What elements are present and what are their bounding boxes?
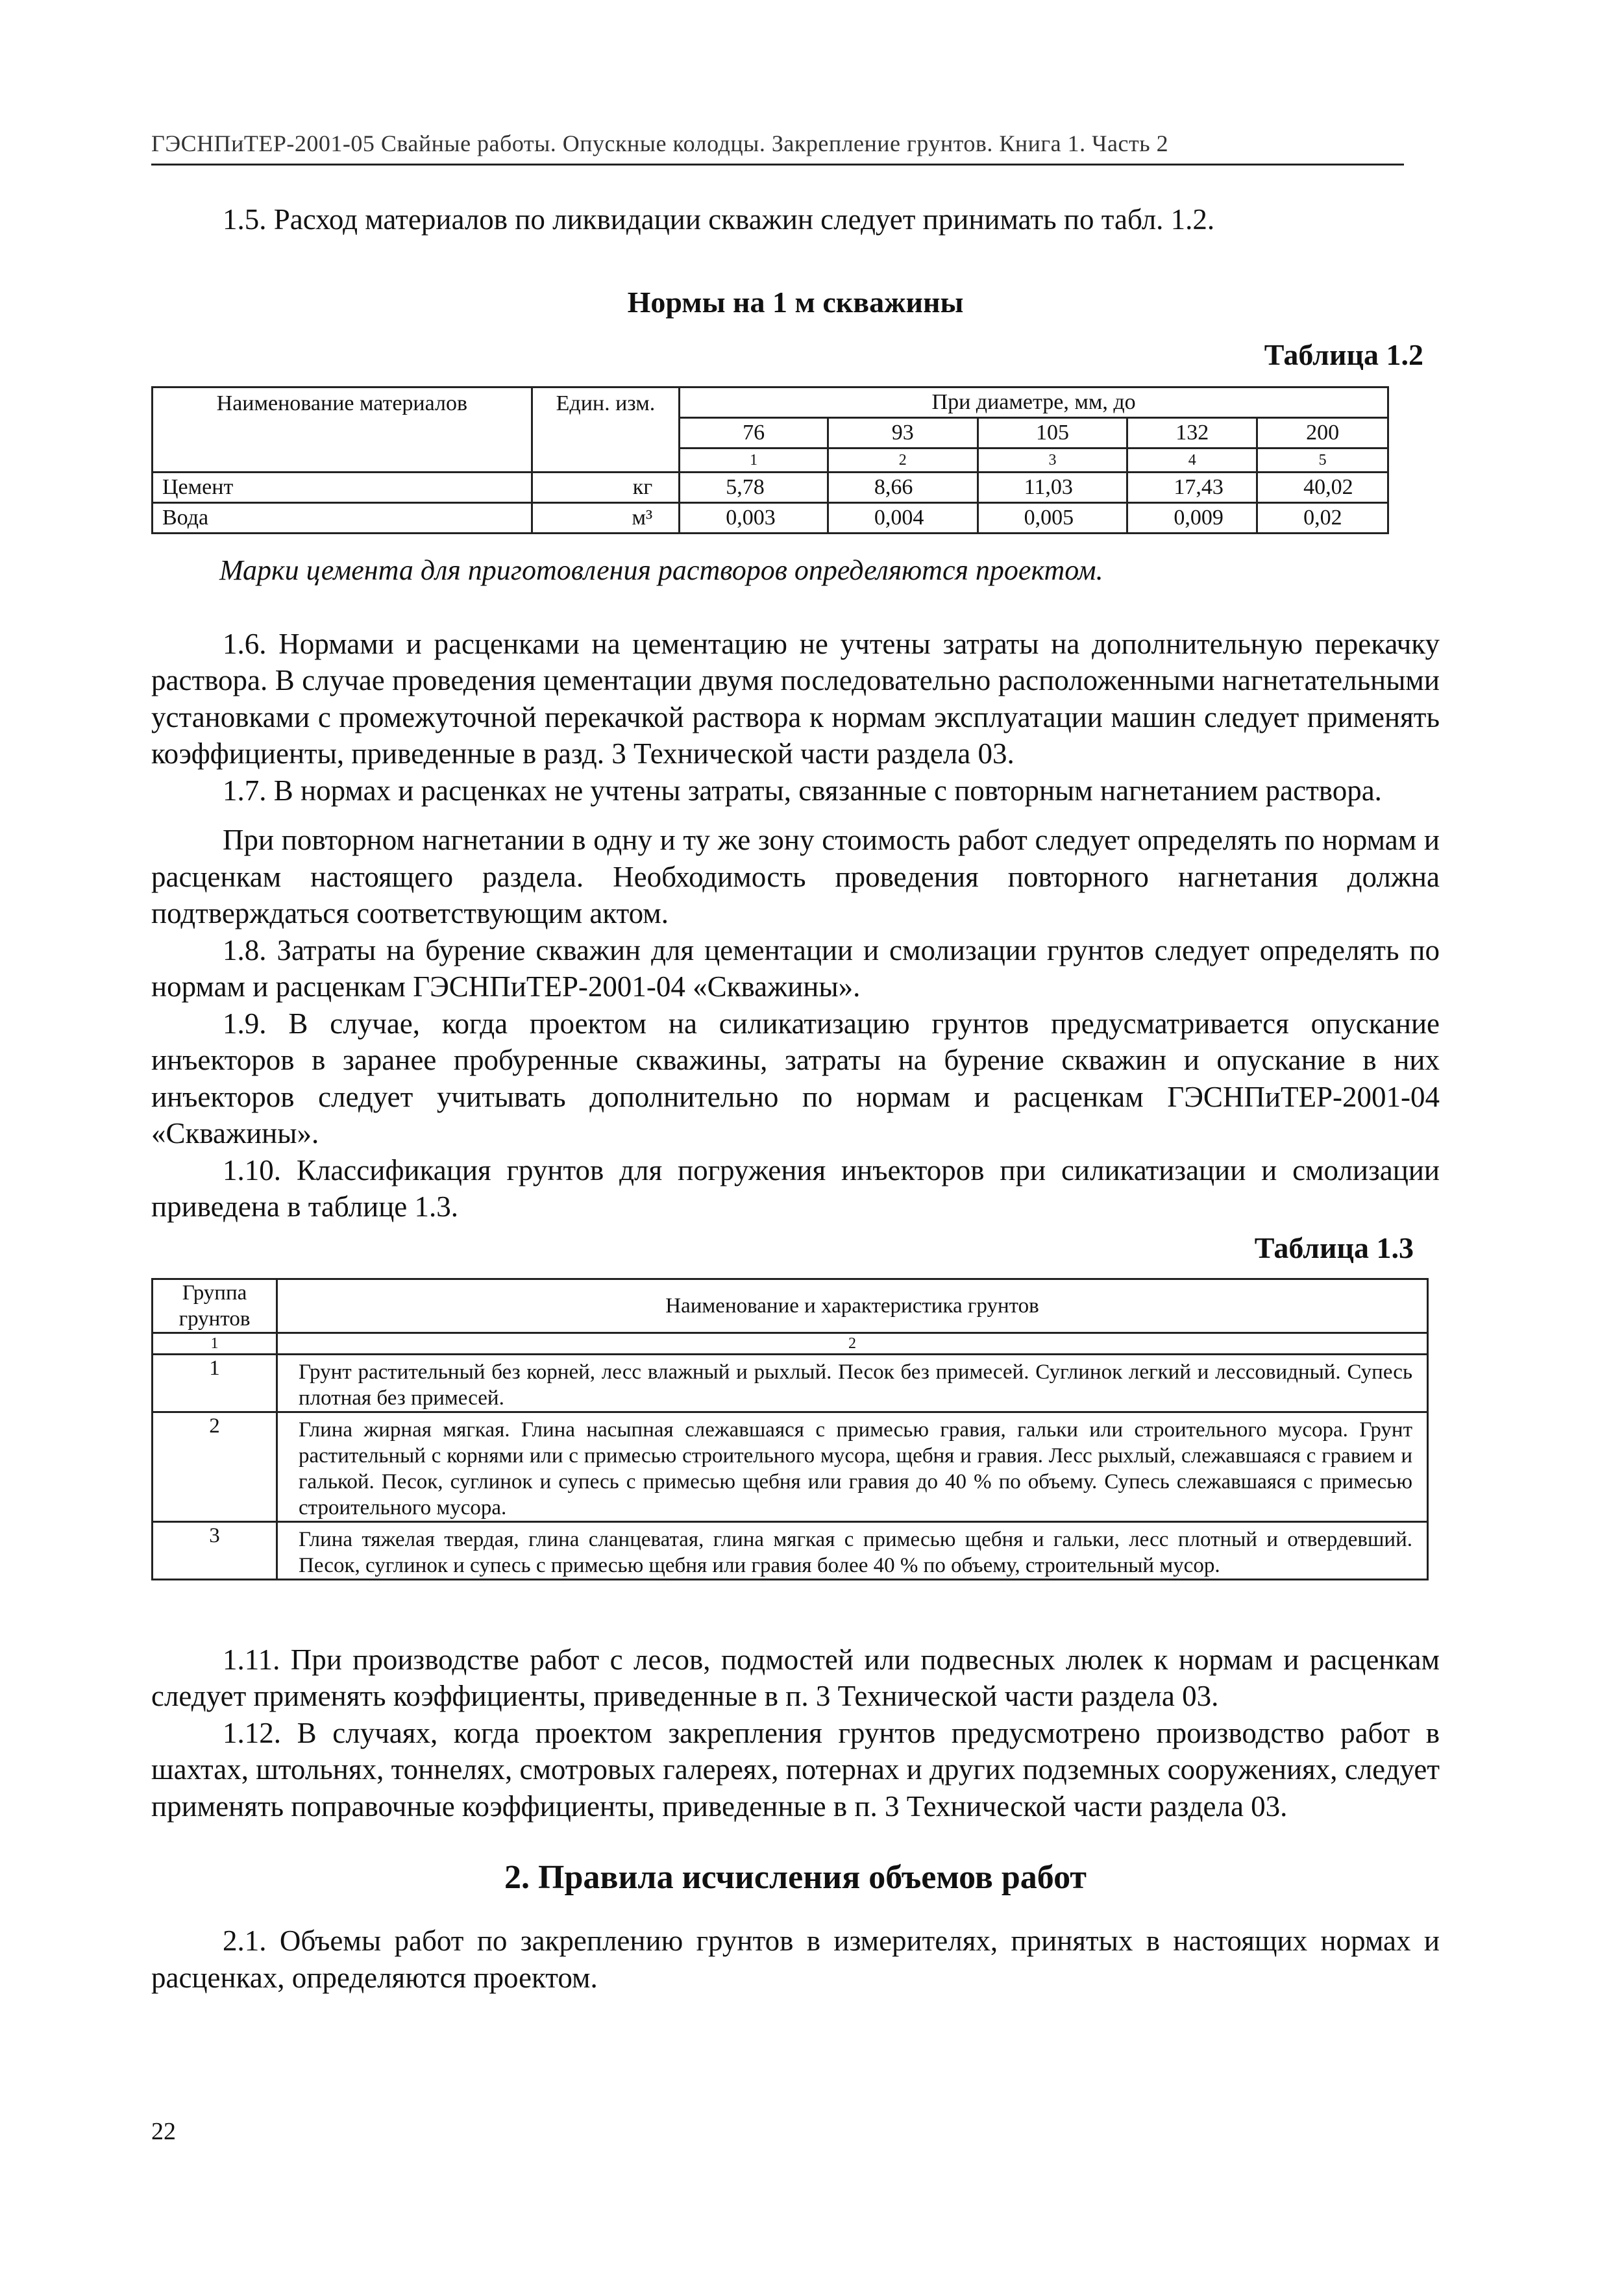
- material-name-cell: Цемент: [153, 472, 532, 502]
- section-2-title: 2. Правила исчисления объемов работ: [504, 1859, 1087, 1896]
- table-1-2-body: [153, 387, 1388, 533]
- column-number-cell: 2: [277, 1333, 1428, 1354]
- page-number: 22: [151, 2118, 176, 2145]
- paragraph-2-1: 2.1. Объемы работ по закреплению грунтов в измерителях, принятых в настоящих нормах и расценках, определяются проектом.: [151, 1924, 1440, 1994]
- value-cell: 17,43: [1127, 472, 1257, 502]
- table-1-2-label: Таблица 1.2: [1264, 338, 1423, 371]
- table-1-3: [151, 1278, 1429, 1580]
- soil-description-cell: Глина жирная мягкая. Глина насыпная слежавшаяся с примесью гравия, гальки или строительного мусора. Грунт растительный с корнями или с примесью строительного мусора, щебня и гравия. Лесс рыхлый, слежавшаяся с гравием и галькой. Песок, суглинок и супесь с примесью щебня или гравия до 40 % по объему. Супесь слежавшаяся с примесью строительного мусора.: [277, 1412, 1428, 1521]
- value-cell: 0,003: [680, 502, 828, 533]
- table-row: [153, 1412, 1428, 1521]
- page-content: [151, 201, 1440, 1996]
- unit-cell: кг: [532, 472, 680, 502]
- table-1-3-number-row: [153, 1333, 1428, 1354]
- soil-description-cell: Глина тяжелая твердая, глина сланцеватая, глина мягкая с примесью щебня и гальки, лесс плотный и отвердевший. Песок, суглинок и супесь с примесью щебня или гравия более 40 % по объему, строительный мусор.: [277, 1521, 1428, 1579]
- paragraph-1-10: 1.10. Классификация грунтов для погружения инъекторов при силикатизации и смолизации приведена в таблице 1.3.: [151, 1153, 1440, 1223]
- column-number-cell: 1: [680, 448, 828, 472]
- column-number-cell: 1: [153, 1333, 277, 1354]
- diameter-cell: 132: [1127, 417, 1257, 448]
- table-1-2: [151, 386, 1389, 534]
- paragraph-1-9: 1.9. В случае, когда проектом на силикатизацию грунтов предусматривается опускание инъекторов в заранее пробуренные скважины, затраты на бурение скважин и опускание в них инъекторов следует учитывать дополнительно по нормам и расценкам ГЭСНПиТЕР-2001-04 «Скважины».: [151, 1007, 1440, 1149]
- unit-cell: м³: [532, 502, 680, 533]
- table-1-2-header-row: [153, 387, 1388, 417]
- table-row: [153, 1354, 1428, 1412]
- paragraph-1-5: 1.5. Расход материалов по ликвидации скважин следует принимать по табл. 1.2.: [223, 203, 1215, 236]
- material-name-cell: Вода: [153, 502, 532, 533]
- col-header-group: Группа грунтов: [153, 1279, 277, 1333]
- table-1-2-title: Нормы на 1 м скважины: [627, 285, 964, 319]
- soil-group-cell: 1: [153, 1354, 277, 1412]
- diameter-cell: 105: [978, 417, 1127, 448]
- running-header: ГЭСНПиТЕР-2001-05 Свайные работы. Опускные колодцы. Закрепление грунтов. Книга 1. Часть 2: [151, 130, 1404, 166]
- value-cell: 0,004: [828, 502, 978, 533]
- soil-description-cell: Грунт растительный без корней, лесс влажный и рыхлый. Песок без примесей. Суглинок легкий и лессовидный. Супесь плотная без примесей.: [277, 1354, 1428, 1412]
- column-number-cell: 4: [1127, 448, 1257, 472]
- table-1-3-label: Таблица 1.3: [1254, 1231, 1414, 1264]
- table-1-3-body: [153, 1279, 1428, 1579]
- value-cell: 40,02: [1257, 472, 1388, 502]
- value-cell: 8,66: [828, 472, 978, 502]
- table-1-3-header-row: [153, 1279, 1428, 1333]
- col-header-material: Наименование материалов: [153, 387, 532, 472]
- value-cell: 5,78: [680, 472, 828, 502]
- table-1-2-note: Марки цемента для приготовления растворов определяются проектом.: [219, 554, 1103, 586]
- diameter-cell: 93: [828, 417, 978, 448]
- column-number-cell: 2: [828, 448, 978, 472]
- paragraph-1-8: 1.8. Затраты на бурение скважин для цементации и смолизации грунтов следует определять по нормам и расценкам ГЭСНПиТЕР-2001-04 «Скважины».: [151, 933, 1440, 1003]
- value-cell: 0,009: [1127, 502, 1257, 533]
- col-header-description: Наименование и характеристика грунтов: [277, 1279, 1428, 1333]
- table-row: [153, 502, 1388, 533]
- paragraph-1-12: 1.12. В случаях, когда проектом закрепления грунтов предусмотрено производство работ в шахтах, штольнях, тоннелях, смотровых галереях, потернах и других подземных сооружениях, следует применять поправочные коэффициенты, приведенные в п. 3 Технической части раздела 03.: [151, 1716, 1440, 1823]
- paragraph-1-7: 1.7. В нормах и расценках не учтены затраты, связанные с повторным нагнетанием раствора.: [223, 774, 1382, 807]
- table-row: [153, 472, 1388, 502]
- soil-group-cell: 3: [153, 1521, 277, 1579]
- diameter-cell: 200: [1257, 417, 1388, 448]
- column-number-cell: 3: [978, 448, 1127, 472]
- soil-group-cell: 2: [153, 1412, 277, 1521]
- column-number-cell: 5: [1257, 448, 1388, 472]
- table-row: [153, 1521, 1428, 1579]
- value-cell: 0,005: [978, 502, 1127, 533]
- paragraph-1-11: 1.11. При производстве работ с лесов, подмостей или подвесных люлек к нормам и расценкам следует применять коэффициенты, приведенные в п. 3 Технической части раздела 03.: [151, 1643, 1440, 1712]
- paragraph-1-6: 1.6. Нормами и расценками на цементацию не учтены затраты на дополнительную перекачку раствора. В случае проведения цементации двумя последовательно расположенными нагнетательными установками с промежуточной перекачкой раствора к нормам эксплуатации машин следует применять коэффициенты, приведенные в разд. 3 Технической части раздела 03.: [151, 627, 1440, 770]
- diameter-cell: 76: [680, 417, 828, 448]
- value-cell: 11,03: [978, 472, 1127, 502]
- col-header-diameter: При диаметре, мм, до: [680, 387, 1388, 417]
- col-header-unit: Един. изм.: [532, 387, 680, 472]
- value-cell: 0,02: [1257, 502, 1388, 533]
- paragraph-1-7-continued: При повторном нагнетании в одну и ту же зону стоимость работ следует определять по нормам и расценкам настоящего раздела. Необходимость проведения повторного нагнетания должна подтверждаться соответствующим актом.: [151, 824, 1440, 929]
